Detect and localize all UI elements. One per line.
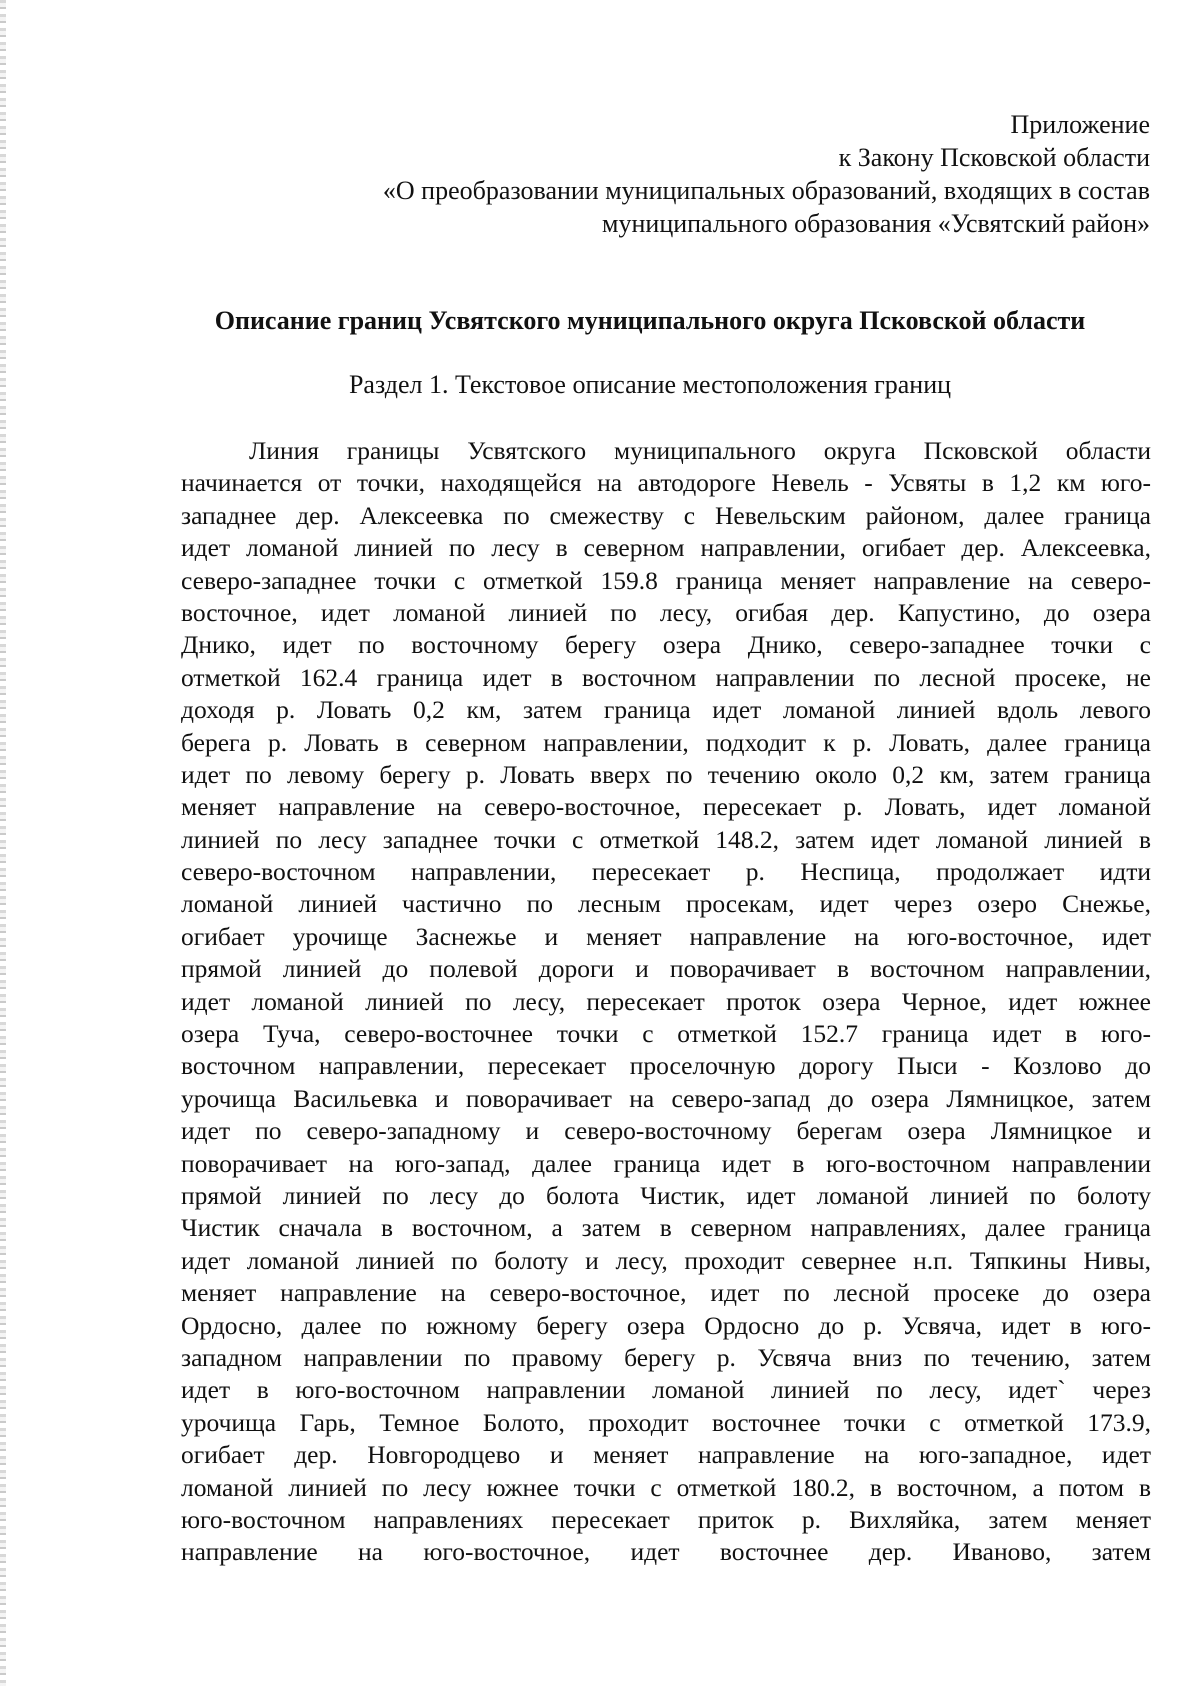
body-line: Ордосно, далее по южному берегу озера Ордосно до р. Усвяча, идет в юго- <box>181 1310 1151 1340</box>
body-line: прямой линией до полевой дороги и поворачивает в восточном направлении, <box>181 954 1151 984</box>
body-line: северо-западнее точки с отметкой 159.8 граница меняет направление на северо- <box>181 565 1151 595</box>
body-line: идет ломаной линией по лесу в северном направлении, огибает дер. Алексеевка, <box>181 533 1151 563</box>
body-line: огибает дер. Новгородцево и меняет направление на юго-западное, идет <box>181 1440 1151 1470</box>
body-line: отметкой 162.4 граница идет в восточном направлении по лесной просеке, не <box>181 662 1151 692</box>
body-text <box>181 435 1151 1569</box>
body-line: идет ломаной линией по лесу, пересекает проток озера Черное, идет южнее <box>181 986 1151 1016</box>
body-line: западном направлении по правому берегу р. Усвяча вниз по течению, затем <box>181 1342 1151 1372</box>
body-line: идет ломаной линией по болоту и лесу, проходит севернее н.п. Тяпкины Нивы, <box>181 1245 1151 1275</box>
body-line: юго-восточном направлениях пересекает приток р. Вихляйка, затем меняет <box>181 1504 1151 1534</box>
body-line: ломаной линией по лесу южнее точки с отметкой 180.2, в восточном, а потом в <box>181 1472 1151 1502</box>
body-line: доходя р. Ловать 0,2 км, затем граница идет ломаной линией вдоль левого <box>181 695 1151 725</box>
body-line: ломаной линией частично по лесным просекам, идет через озеро Снежье, <box>181 889 1151 919</box>
body-line: огибает урочище Заснежье и меняет направление на юго-восточное, идет <box>181 921 1151 951</box>
body-line: меняет направление на северо-восточное, идет по лесной просеке до озера <box>181 1278 1151 1308</box>
body-line: урочища Васильевка и поворачивает на северо-запад до озера Лямницкое, затем <box>181 1083 1151 1113</box>
body-line: направление на юго-восточное, идет восточнее дер. Иваново, затем <box>181 1537 1151 1567</box>
body-line: восточном направлении, пересекает проселочную дорогу Пыси - Козлово до <box>181 1051 1151 1081</box>
appendix-header <box>240 108 1150 240</box>
body-line: северо-восточном направлении, пересекает р. Неспица, продолжает идти <box>181 857 1151 887</box>
body-line: Чистик сначала в восточном, а затем в северном направлениях, далее граница <box>181 1213 1151 1243</box>
body-line: поворачивает на юго-запад, далее граница идет в юго-восточном направлении <box>181 1148 1151 1178</box>
body-line: западнее дер. Алексеевка по смежеству с Невельским районом, далее граница <box>181 500 1151 530</box>
section-heading: Раздел 1. Текстовое описание местоположения границ <box>348 370 952 399</box>
body-line: Днико, идет по восточному берегу озера Днико, северо-западнее точки с <box>181 630 1151 660</box>
appendix-line: муниципального образования «Усвятский район» <box>602 209 1150 238</box>
body-line: начинается от точки, находящейся на автодороге Невель - Усвяты в 1,2 км юго- <box>181 468 1151 498</box>
document-title: Описание границ Усвятского муниципального округа Псковской области <box>214 306 1086 335</box>
appendix-line: «О преобразовании муниципальных образований, входящих в состав <box>382 176 1150 205</box>
body-line: линией по лесу западнее точки с отметкой 148.2, затем идет ломаной линией в <box>181 824 1151 854</box>
body-line: берега р. Ловать в северном направлении, подходит к р. Ловать, далее граница <box>181 727 1151 757</box>
body-line: прямой линией по лесу до болота Чистик, идет ломаной линией по болоту <box>181 1180 1151 1210</box>
body-line: восточное, идет ломаной линией по лесу, огибая дер. Капустино, до озера <box>181 597 1151 627</box>
body-line: идет по левому берегу р. Ловать вверх по течению около 0,2 км, затем граница <box>181 759 1151 789</box>
body-line: озера Туча, северо-восточнее точки с отметкой 152.7 граница идет в юго- <box>181 1019 1151 1049</box>
body-line: меняет направление на северо-восточное, пересекает р. Ловать, идет ломаной <box>181 792 1151 822</box>
appendix-line: Приложение <box>1010 110 1150 139</box>
body-line: урочища Гарь, Темное Болото, проходит восточнее точки с отметкой 173.9, <box>181 1407 1151 1437</box>
body-line: идет в юго-восточном направлении ломаной линией по лесу, идет` через <box>181 1375 1151 1405</box>
scan-edge <box>0 0 6 1686</box>
appendix-line: к Закону Псковской области <box>838 143 1150 172</box>
body-line: идет по северо-западному и северо-восточному берегам озера Лямницкое и <box>181 1116 1151 1146</box>
body-line: Линия границы Усвятского муниципального округа Псковской области <box>249 436 1151 465</box>
